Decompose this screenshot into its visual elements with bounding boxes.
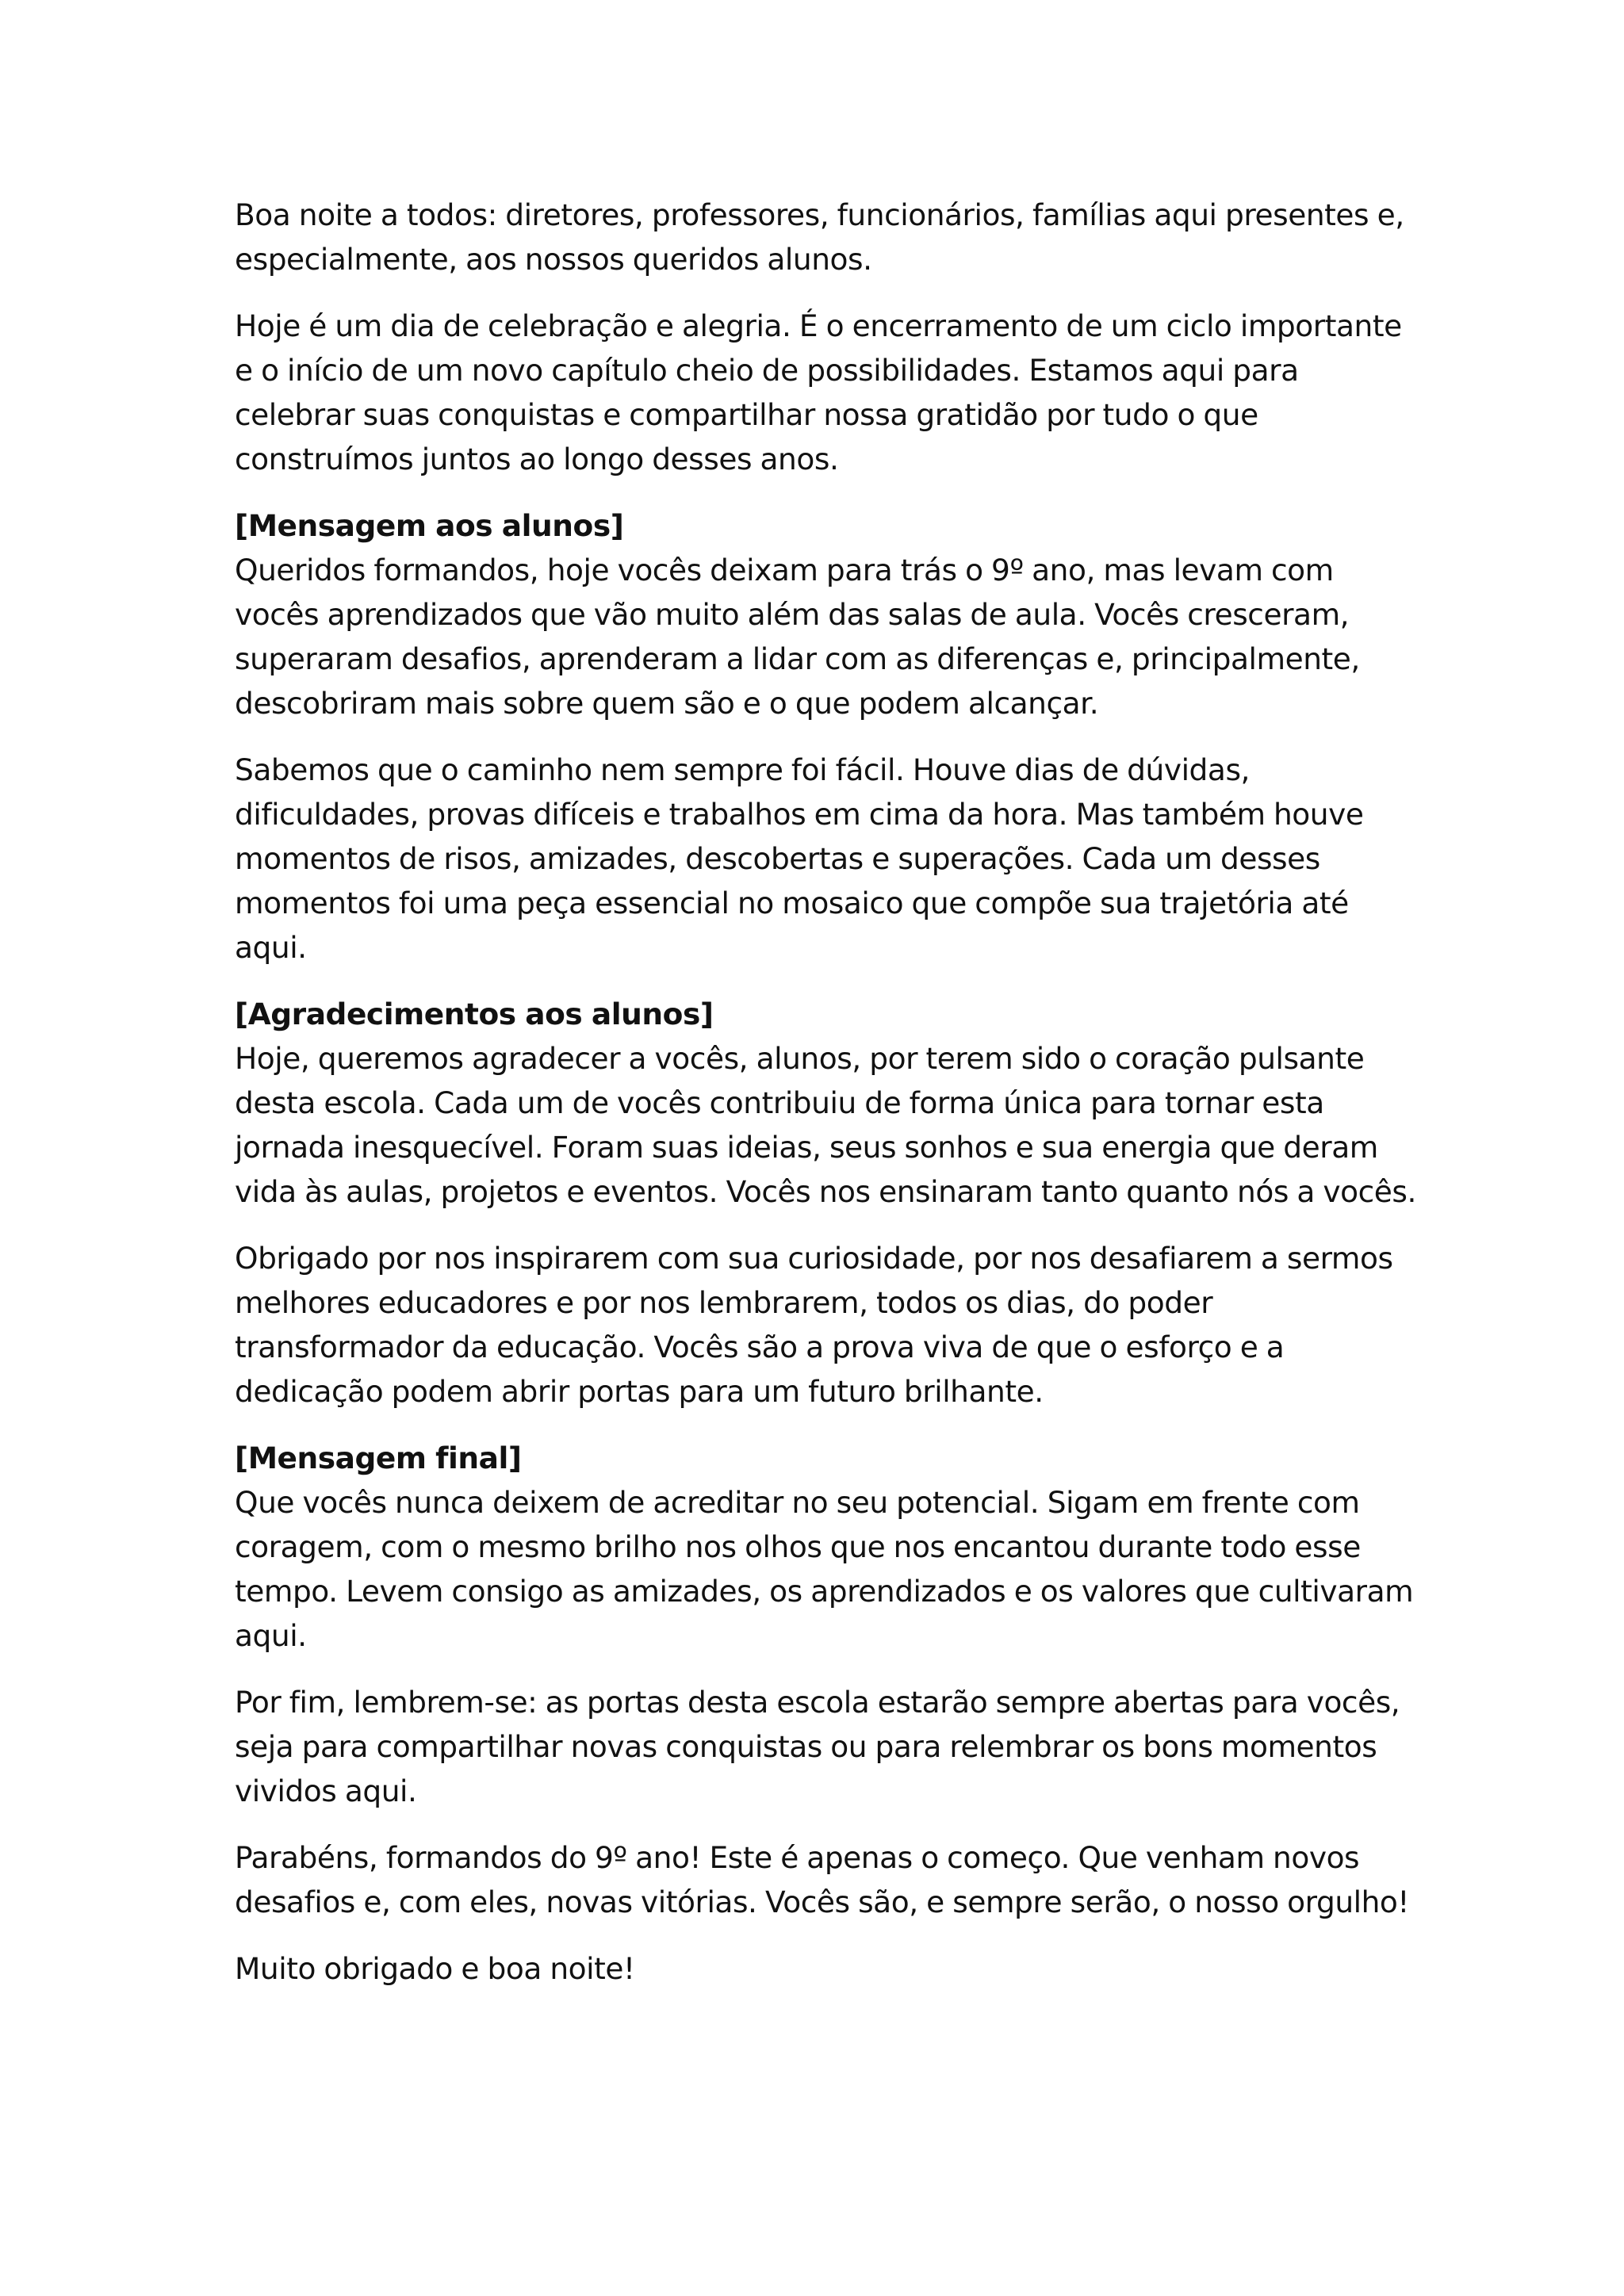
students-paragraph-2: Sabemos que o caminho nem sempre foi fácil. Houve dias de dúvidas, dificuldades, provas difíceis e trabalhos em cima da hora. Mas também houve momentos de risos, amizades, descobertas e superações. Cada um desses momentos foi uma peça essencial no mosaico que compõe sua trajetória até aqui. <box>235 752 1364 965</box>
section-students <box>235 503 1416 725</box>
final-paragraph-3: Parabéns, formandos do 9º ano! Este é apenas o começo. Que venham novos desafios e, com eles, novas vitórias. Vocês são, e sempre serão, o nosso orgulho! <box>235 1840 1410 1919</box>
greeting-paragraph: Boa noite a todos: diretores, professores, funcionários, famílias aqui presentes e, especialmente, aos nossos queridos alunos. <box>235 197 1404 277</box>
thanks-paragraph-1: Hoje, queremos agradecer a vocês, alunos, por terem sido o coração pulsante desta escola. Cada um de vocês contribuiu de forma única para tornar esta jornada inesquecível. Foram suas ideias, seus sonhos e sua energia que deram vida às aulas, projetos e eventos. Vocês nos ensinaram tanto quanto nós a vocês. <box>235 1041 1416 1209</box>
section-heading-students: [Mensagem aos alunos] <box>235 508 624 543</box>
thanks-paragraph-2: Obrigado por nos inspirarem com sua curiosidade, por nos desafiarem a sermos melhores educadores e por nos lembrarem, todos os dias, do poder transformador da educação. Vocês são a prova viva de que o esforço e a dedicação podem abrir portas para um futuro brilhante. <box>235 1241 1393 1409</box>
section-heading-thanks: [Agradecimentos aos alunos] <box>235 997 714 1031</box>
final-paragraph-1: Que vocês nunca deixem de acreditar no seu potencial. Sigam em frente com coragem, com o mesmo brilho nos olhos que nos encantou durante todo esse tempo. Levem consigo as amizades, os aprendizados e os valores que cultivaram aqui. <box>235 1485 1414 1653</box>
intro-paragraph: Hoje é um dia de celebração e alegria. É o encerramento de um ciclo importante e o início de um novo capítulo cheio de possibilidades. Estamos aqui para celebrar suas conquistas e compartilhar nossa gratidão por tudo o que construímos juntos ao longo desses anos. <box>235 308 1402 476</box>
section-heading-final: [Mensagem final] <box>235 1441 522 1475</box>
speech-body <box>235 193 1416 2013</box>
closing-paragraph: Muito obrigado e boa noite! <box>235 1951 635 1986</box>
final-paragraph-2: Por fim, lembrem-se: as portas desta escola estarão sempre abertas para vocês, seja para compartilhar novas conquistas ou para relembrar os bons momentos vividos aqui. <box>235 1685 1400 1808</box>
section-thanks <box>235 992 1416 1214</box>
students-paragraph-1: Queridos formandos, hoje vocês deixam para trás o 9º ano, mas levam com vocês aprendizados que vão muito além das salas de aula. Vocês cresceram, superaram desafios, aprenderam a lidar com as diferenças e, principalmente, descobriram mais sobre quem são e o que podem alcançar. <box>235 553 1360 721</box>
section-final <box>235 1436 1416 1658</box>
